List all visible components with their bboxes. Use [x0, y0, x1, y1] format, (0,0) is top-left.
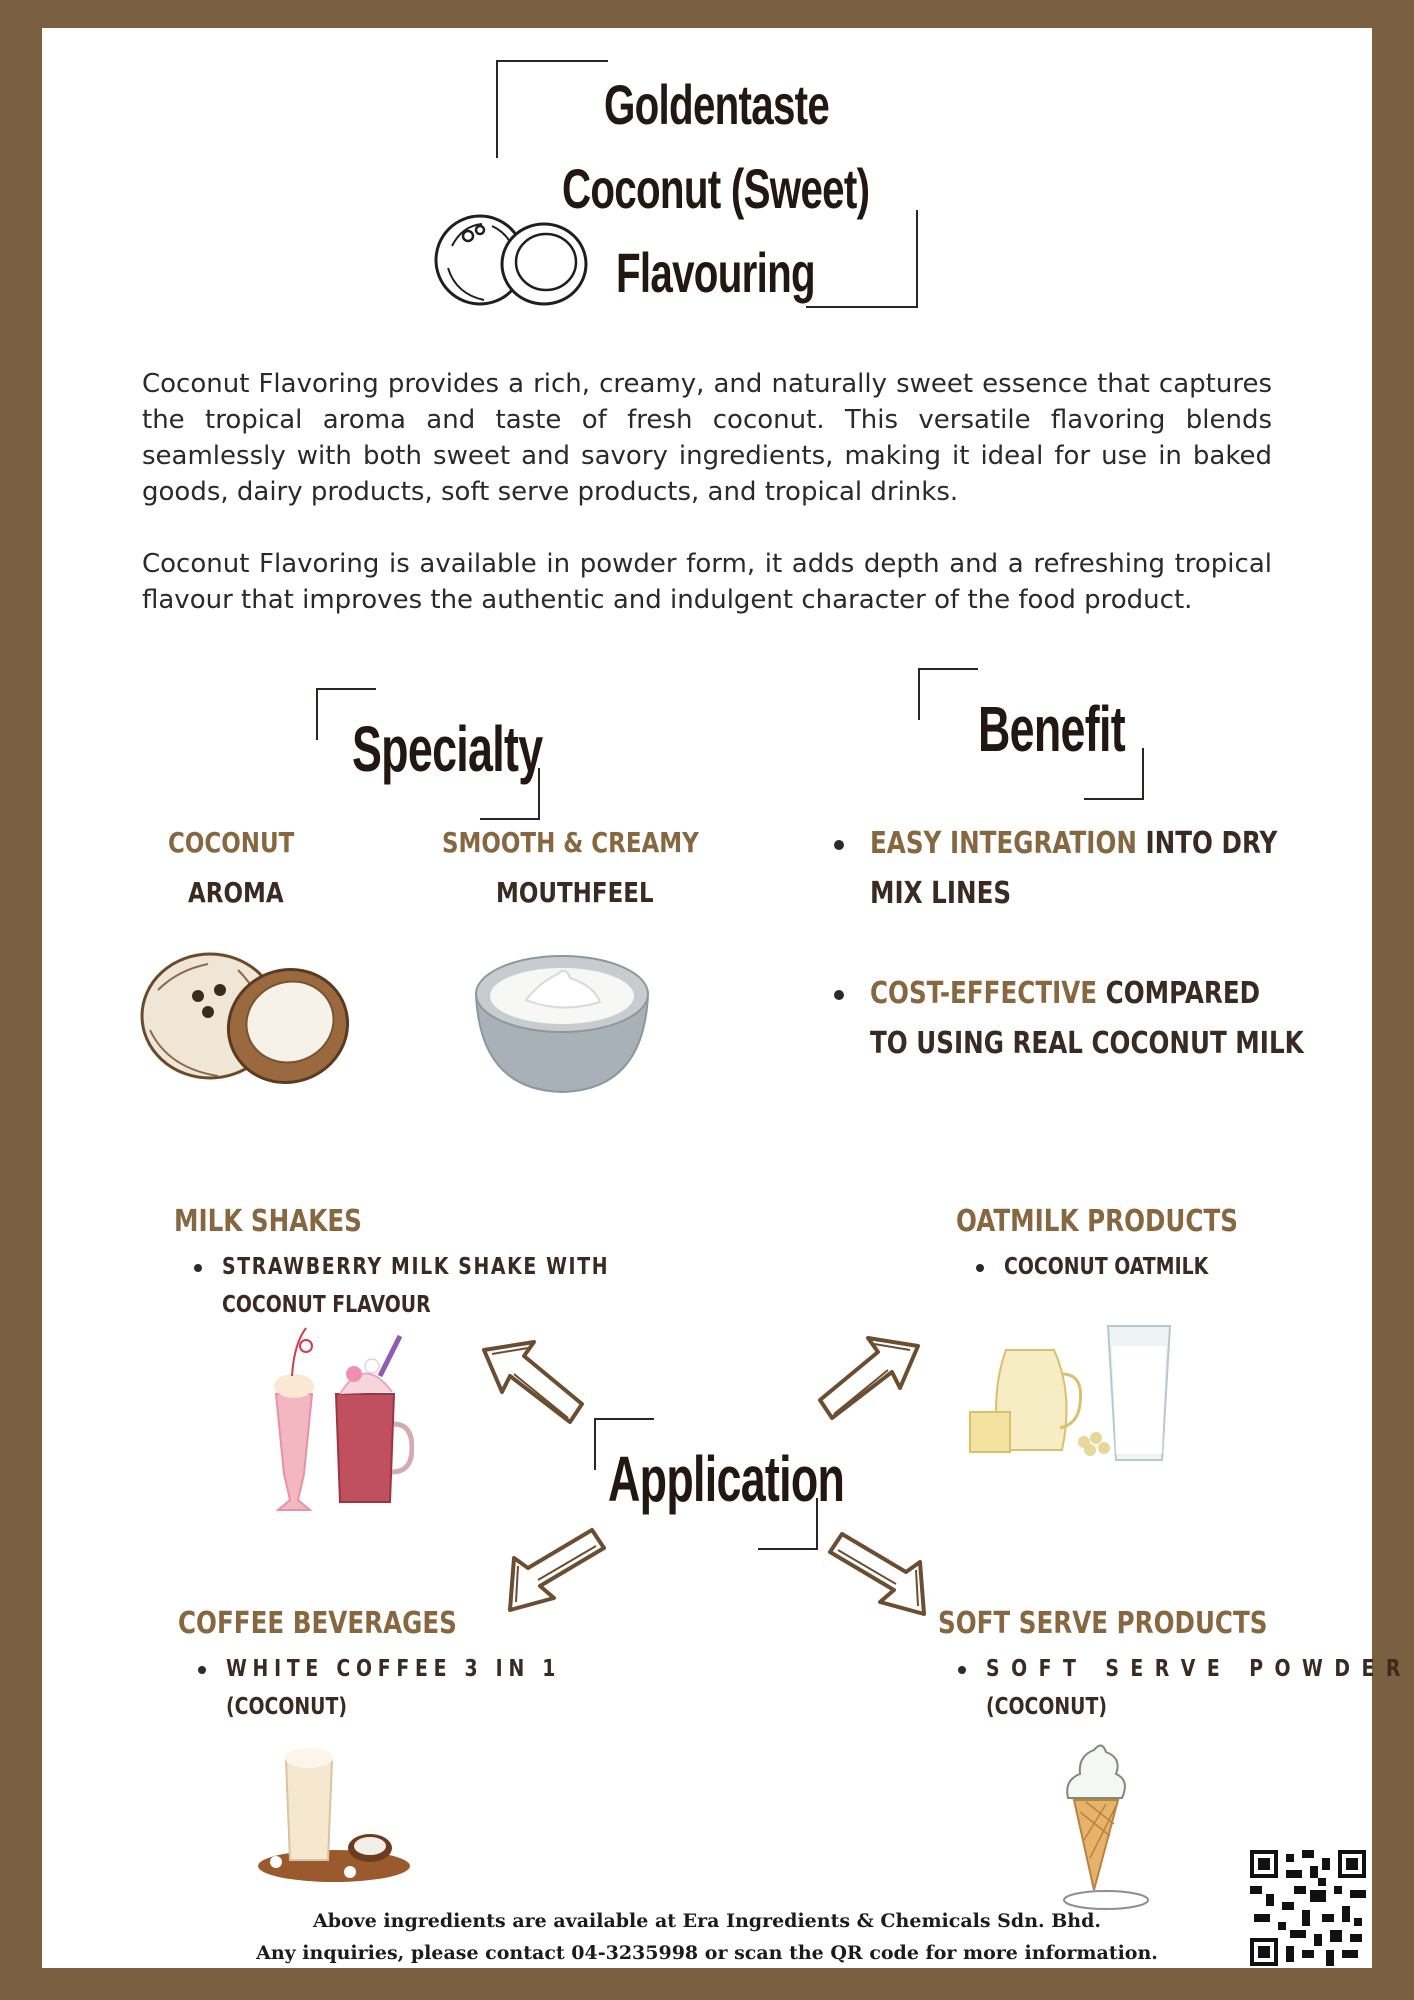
- footer-line-2: Any inquiries, please contact 04-3235998 or scan the QR code for more information.: [256, 1942, 1158, 1964]
- specialty-item-creamy-highlight: SMOOTH & CREAMY: [442, 826, 699, 859]
- title-bracket-bottom-right: [806, 210, 918, 308]
- arrow-down-left-icon: [502, 1526, 612, 1622]
- oatmilk-heading: OATMILK PRODUCTS: [956, 1204, 1238, 1239]
- benefit-bracket-top-left: [918, 668, 978, 720]
- soft-serve-item-line-2: (COCONUT): [986, 1694, 1107, 1720]
- ice-cream-cone-icon: [1050, 1740, 1150, 1920]
- cream-bowl-icon: [470, 944, 654, 1096]
- milk-shakes-item-line-1: STRAWBERRY MILK SHAKE WITH: [222, 1254, 610, 1280]
- oatmilk-icon: [966, 1314, 1176, 1474]
- intro-paragraph-1: Coconut Flavoring provides a rich, creamy, and naturally sweet essence that captures the tropical aroma and taste of fresh coconut. This versatile flavoring blends seamlessly with both sweet and savory ingredients, making it ideal for use in baked goods, dairy products, soft serve products, and tropical drinks.: [142, 369, 1272, 507]
- benefit-item-1-line-2: MIX LINES: [870, 876, 1012, 911]
- benefit-item-2-highlight: COST-EFFECTIVE: [870, 976, 1098, 1011]
- benefit-item-2-line-2: TO USING REAL COCONUT MILK: [870, 1026, 1304, 1061]
- title-bracket-top-left: [496, 60, 608, 158]
- milk-shakes-heading: MILK SHAKES: [174, 1204, 362, 1239]
- soft-serve-bullet: [958, 1666, 966, 1674]
- benefit-item-1-rest: INTO DRY: [1136, 826, 1278, 861]
- intro-text: [142, 366, 1272, 618]
- title-line-2: Coconut (Sweet): [562, 157, 870, 220]
- oatmilk-item-line-1: COCONUT OATMILK: [1004, 1254, 1209, 1280]
- specialty-item-coconut-rest: AROMA: [188, 876, 284, 909]
- benefit-item-1-line-1: [870, 826, 1277, 861]
- coffee-icon: [254, 1736, 414, 1886]
- arrow-down-right-icon: [822, 1530, 932, 1626]
- application-heading: Application: [608, 1443, 845, 1515]
- coconut-icon: [138, 950, 352, 1090]
- specialty-item-creamy-rest: MOUTHFEEL: [496, 876, 654, 909]
- benefit-bullet-1: [834, 840, 844, 850]
- coffee-item-line-2: (COCONUT): [226, 1694, 347, 1720]
- benefit-item-2-line-1: [870, 976, 1260, 1011]
- document-page: [42, 28, 1412, 1968]
- specialty-item-coconut-highlight: COCONUT: [168, 826, 295, 859]
- coffee-heading: COFFEE BEVERAGES: [178, 1606, 457, 1641]
- benefit-item-1-highlight: EASY INTEGRATION: [870, 826, 1137, 861]
- milk-shakes-item-line-2: COCONUT FLAVOUR: [222, 1292, 431, 1318]
- title-line-1: Goldentaste: [604, 73, 830, 136]
- milk-shakes-bullet: [194, 1264, 202, 1272]
- footer-line-1: Above ingredients are available at Era Ingredients & Chemicals Sdn. Bhd.: [312, 1910, 1102, 1932]
- benefit-bullet-2: [834, 990, 844, 1000]
- arrow-up-left-icon: [478, 1338, 588, 1428]
- coffee-item-line-1: WHITE COFFEE 3 IN 1: [226, 1656, 562, 1682]
- oatmilk-bullet: [976, 1264, 984, 1272]
- soft-serve-item-line-1: SOFT SERVE POWDER: [986, 1656, 1412, 1682]
- coffee-bullet: [198, 1666, 206, 1674]
- coconut-outline-icon: [432, 206, 592, 314]
- title-line-3: Flavouring: [616, 241, 815, 304]
- intro-paragraph-2: Coconut Flavoring is available in powder form, it adds depth and a refreshing tropical flavour that improves the authentic and indulgent character of the food product.: [142, 549, 1272, 615]
- milkshake-icon: [254, 1324, 414, 1520]
- benefit-heading: Benefit: [978, 693, 1125, 765]
- arrow-up-right-icon: [814, 1334, 924, 1424]
- specialty-heading: Specialty: [352, 713, 543, 785]
- benefit-item-2-rest: COMPARED: [1097, 976, 1261, 1011]
- soft-serve-heading: SOFT SERVE PRODUCTS: [938, 1606, 1268, 1641]
